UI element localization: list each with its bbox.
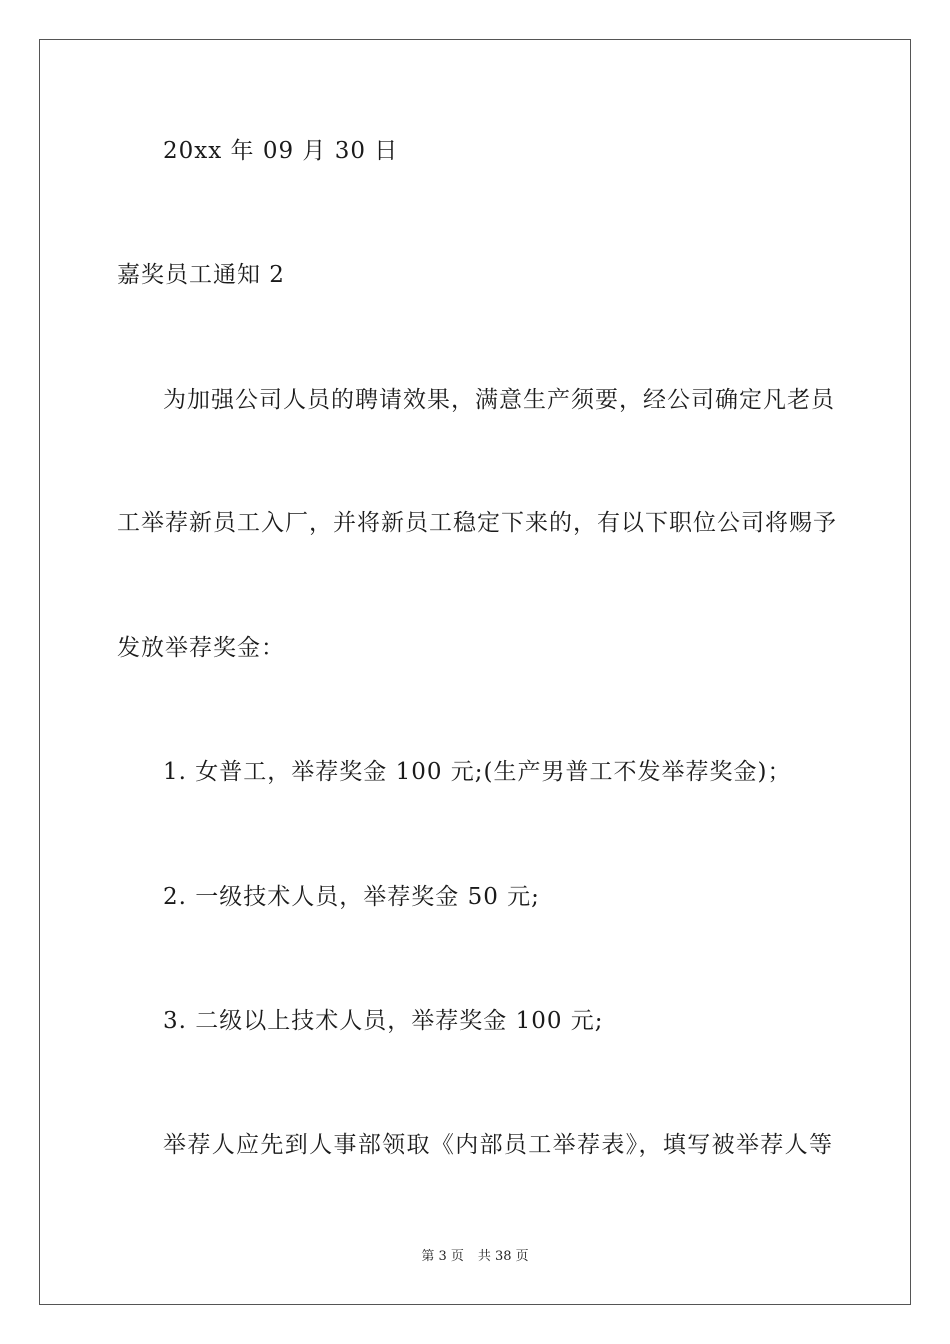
body-paragraph-line-3: 发放举荐奖金： — [117, 635, 285, 661]
page-border — [39, 39, 911, 1305]
document-title: 嘉奖员工通知 2 — [117, 262, 285, 288]
list-item-1: 1. 女普工，举荐奖金 100 元;(生产男普工不发举荐奖金)； — [163, 759, 792, 785]
page-number: 第 3 页 — [421, 1249, 464, 1264]
total-pages: 共 38 页 — [477, 1249, 529, 1264]
date-line: 20xx 年 09 月 30 日 — [163, 138, 399, 164]
body-paragraph-line-2: 工举荐新员工入厂，并将新员工稳定下来的，有以下职位公司将赐予 — [117, 510, 837, 536]
list-item-2: 2. 一级技术人员，举荐奖金 50 元; — [163, 884, 540, 910]
body-paragraph-line-4: 举荐人应先到人事部领取《内部员工举荐表》，填写被举荐人等 — [163, 1132, 833, 1158]
page-footer — [0, 1248, 950, 1266]
list-item-3: 3. 二级以上技术人员，举荐奖金 100 元; — [163, 1008, 604, 1034]
body-paragraph-line-1: 为加强公司人员的聘请效果，满意生产须要，经公司确定凡老员 — [163, 387, 835, 413]
